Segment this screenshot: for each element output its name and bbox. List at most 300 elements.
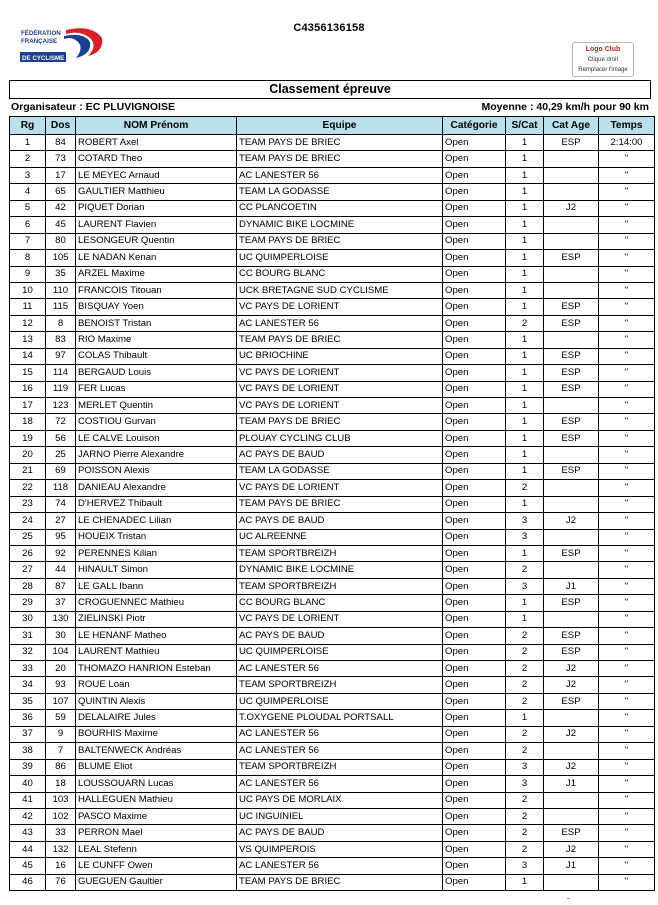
cell-equipe: AC LANESTER 56	[237, 661, 443, 677]
cell-scat: 1	[506, 398, 544, 414]
cell-nom: THOMAZO HANRION Esteban	[76, 661, 237, 677]
cell-catage: J1	[544, 578, 599, 594]
cell-temps: "	[599, 365, 655, 381]
cell-temps: "	[599, 381, 655, 397]
cell-scat: 3	[506, 513, 544, 529]
cell-equipe: AC LANESTER 56	[237, 167, 443, 183]
cell-nom: FRANCOIS Titouan	[76, 282, 237, 298]
cell-categorie: Open	[443, 693, 506, 709]
cell-temps: "	[599, 858, 655, 874]
cell-categorie: Open	[443, 743, 506, 759]
cell-dos: 69	[46, 463, 76, 479]
cell-nom: LESONGEUR Quentin	[76, 233, 237, 249]
cell-equipe: TEAM PAYS DE BRIEC	[237, 496, 443, 512]
table-row	[10, 365, 655, 381]
cell-equipe: VC PAYS DE LORIENT	[237, 611, 443, 627]
cell-dos: 30	[46, 628, 76, 644]
cell-categorie: Open	[443, 282, 506, 298]
cell-dos: 25	[46, 447, 76, 463]
cell-rg: 3	[10, 167, 46, 183]
cell-equipe: TEAM SPORTBREIZH	[237, 677, 443, 693]
cell-rg: 1	[10, 135, 46, 151]
cell-temps: "	[599, 611, 655, 627]
cell-categorie: Open	[443, 381, 506, 397]
cell-catage: ESP	[544, 825, 599, 841]
cell-categorie: Open	[443, 529, 506, 545]
cell-nom: LE HENANF Matheo	[76, 628, 237, 644]
cell-nom: LE NADAN Kenan	[76, 250, 237, 266]
cell-rg: 24	[10, 513, 46, 529]
cell-rg: 16	[10, 381, 46, 397]
cell-temps: "	[599, 644, 655, 660]
cell-nom: POISSON Alexis	[76, 463, 237, 479]
cell-rg: 30	[10, 611, 46, 627]
cell-equipe: CC BOURG BLANC	[237, 266, 443, 282]
cell-categorie: Open	[443, 710, 506, 726]
cell-rg: 40	[10, 776, 46, 792]
cell-rg: 35	[10, 693, 46, 709]
cell-categorie: Open	[443, 348, 506, 364]
cell-catage	[544, 233, 599, 249]
cell-nom: LE MEYEC Arnaud	[76, 167, 237, 183]
cell-catage: ESP	[544, 135, 599, 151]
cell-rg: 41	[10, 792, 46, 808]
table-row	[10, 266, 655, 282]
cell-temps: "	[599, 808, 655, 824]
cell-nom: GAULTIER Matthieu	[76, 184, 237, 200]
cell-rg: 34	[10, 677, 46, 693]
cell-dos: 7	[46, 743, 76, 759]
cell-categorie: Open	[443, 545, 506, 561]
cell-scat: 2	[506, 315, 544, 331]
cell-equipe: UCK BRETAGNE SUD CYCLISME	[237, 282, 443, 298]
cell-rg: 45	[10, 858, 46, 874]
cell-dos: 104	[46, 644, 76, 660]
cell-rg: 10	[10, 282, 46, 298]
cell-rg: 11	[10, 299, 46, 315]
cell-temps: "	[599, 759, 655, 775]
cell-catage	[544, 167, 599, 183]
cell-rg: 27	[10, 562, 46, 578]
cell-catage: J2	[544, 513, 599, 529]
cell-equipe: T.OXYGENE PLOUDAL PORTSALL	[237, 710, 443, 726]
cell-scat: 1	[506, 381, 544, 397]
cell-dos: 97	[46, 348, 76, 364]
cell-catage: ESP	[544, 250, 599, 266]
cell-equipe: VC PAYS DE LORIENT	[237, 480, 443, 496]
cell-equipe: UC QUIMPERLOISE	[237, 644, 443, 660]
table-row	[10, 217, 655, 233]
table-row	[10, 184, 655, 200]
cell-dos: 102	[46, 808, 76, 824]
cell-catage: ESP	[544, 595, 599, 611]
cell-scat: 2	[506, 743, 544, 759]
table-row	[10, 430, 655, 446]
cell-nom: D'HERVEZ Thibault	[76, 496, 237, 512]
cell-equipe: TEAM PAYS DE BRIEC	[237, 414, 443, 430]
cell-equipe: TEAM PAYS DE BRIEC	[237, 135, 443, 151]
table-row	[10, 513, 655, 529]
cell-equipe: AC LANESTER 56	[237, 776, 443, 792]
logo-club-hint2: Remplacer l'image	[578, 67, 628, 73]
cell-catage: ESP	[544, 545, 599, 561]
cell-equipe: UC PAYS DE MORLAIX	[237, 792, 443, 808]
cell-catage	[544, 480, 599, 496]
cell-dos: 83	[46, 332, 76, 348]
table-row	[10, 447, 655, 463]
cell-equipe: TEAM PAYS DE BRIEC	[237, 332, 443, 348]
table-row	[10, 578, 655, 594]
cell-rg: 36	[10, 710, 46, 726]
logo-club-placeholder[interactable]	[572, 42, 634, 77]
cell-dos: 8	[46, 315, 76, 331]
cell-scat: 2	[506, 841, 544, 857]
cell-dos: 95	[46, 529, 76, 545]
cell-catage: J2	[544, 726, 599, 742]
cell-rg: 6	[10, 217, 46, 233]
cell-rg: 4	[10, 184, 46, 200]
cell-equipe: DYNAMIC BIKE LOCMINE	[237, 562, 443, 578]
cell-categorie: Open	[443, 496, 506, 512]
cell-dos: 130	[46, 611, 76, 627]
cell-categorie: Open	[443, 661, 506, 677]
cell-nom: FER Lucas	[76, 381, 237, 397]
cell-catage	[544, 266, 599, 282]
cell-rg: 7	[10, 233, 46, 249]
cell-nom: LE CHENADEC Lilian	[76, 513, 237, 529]
cell-categorie: Open	[443, 315, 506, 331]
table-row	[10, 414, 655, 430]
cell-temps: "	[599, 628, 655, 644]
cell-temps: "	[599, 496, 655, 512]
col-header-temps: Temps	[599, 117, 655, 135]
logo-text-line2: FRANÇAISE	[21, 38, 58, 45]
cell-equipe: AC PAYS DE BAUD	[237, 628, 443, 644]
cell-catage	[544, 447, 599, 463]
table-row	[10, 858, 655, 874]
cell-catage: ESP	[544, 365, 599, 381]
cell-temps: "	[599, 167, 655, 183]
cell-nom: QUINTIN Alexis	[76, 693, 237, 709]
cell-temps: "	[599, 233, 655, 249]
cell-catage: J2	[544, 677, 599, 693]
cell-dos: 132	[46, 841, 76, 857]
cell-temps: "	[599, 710, 655, 726]
cell-equipe: DYNAMIC BIKE LOCMINE	[237, 217, 443, 233]
cell-catage: ESP	[544, 348, 599, 364]
cell-categorie: Open	[443, 299, 506, 315]
table-row	[10, 644, 655, 660]
cell-nom: PASCO Maxime	[76, 808, 237, 824]
cell-scat: 2	[506, 825, 544, 841]
cell-dos: 110	[46, 282, 76, 298]
cell-nom: LE GALL Ibann	[76, 578, 237, 594]
cell-scat: 3	[506, 578, 544, 594]
cell-rg: 5	[10, 200, 46, 216]
cell-scat: 1	[506, 414, 544, 430]
cell-dos: 105	[46, 250, 76, 266]
cell-nom: HINAULT Simon	[76, 562, 237, 578]
cell-dos: 59	[46, 710, 76, 726]
cell-nom: DELALAIRE Jules	[76, 710, 237, 726]
cell-temps: "	[599, 578, 655, 594]
cell-equipe: CC PLANCOETIN	[237, 200, 443, 216]
cell-rg: 28	[10, 578, 46, 594]
cell-catage: J2	[544, 200, 599, 216]
cell-scat: 3	[506, 776, 544, 792]
cell-temps: "	[599, 841, 655, 857]
cell-rg: 19	[10, 430, 46, 446]
table-row	[10, 381, 655, 397]
cell-catage	[544, 562, 599, 578]
cell-dos: 107	[46, 693, 76, 709]
cell-rg: 20	[10, 447, 46, 463]
cell-rg: 32	[10, 644, 46, 660]
organisateur-label: Organisateur : EC PLUVIGNOISE	[11, 101, 175, 113]
cell-categorie: Open	[443, 644, 506, 660]
cell-dos: 45	[46, 217, 76, 233]
cell-categorie: Open	[443, 200, 506, 216]
table-row	[10, 776, 655, 792]
cell-scat: 2	[506, 661, 544, 677]
table-row	[10, 480, 655, 496]
moyenne-label: Moyenne : 40,29 km/h pour 90 km	[481, 101, 649, 113]
table-row	[10, 398, 655, 414]
cell-scat: 1	[506, 250, 544, 266]
cell-categorie: Open	[443, 184, 506, 200]
cell-nom: HOUEIX Tristan	[76, 529, 237, 545]
cell-catage: ESP	[544, 644, 599, 660]
cell-categorie: Open	[443, 513, 506, 529]
cell-dos: 73	[46, 151, 76, 167]
cell-dos: 93	[46, 677, 76, 693]
cell-dos: 80	[46, 233, 76, 249]
table-row	[10, 710, 655, 726]
cell-scat: 1	[506, 348, 544, 364]
cell-temps: "	[599, 792, 655, 808]
table-row	[10, 135, 655, 151]
cell-catage	[544, 710, 599, 726]
cell-scat: 1	[506, 266, 544, 282]
cell-rg: 18	[10, 414, 46, 430]
cell-nom: LE CUNFF Owen	[76, 858, 237, 874]
cell-equipe: AC LANESTER 56	[237, 858, 443, 874]
cell-nom: DANIEAU Alexandre	[76, 480, 237, 496]
col-header-nom: NOM Prénom	[76, 117, 237, 135]
cell-categorie: Open	[443, 447, 506, 463]
cell-categorie: Open	[443, 250, 506, 266]
cell-rg: 42	[10, 808, 46, 824]
cell-temps: "	[599, 332, 655, 348]
cell-rg: 8	[10, 250, 46, 266]
cell-temps: "	[599, 874, 655, 890]
cell-nom: JARNO Pierre Alexandre	[76, 447, 237, 463]
cell-rg: 23	[10, 496, 46, 512]
table-row	[10, 693, 655, 709]
table-row	[10, 792, 655, 808]
cell-nom: ROUE Loan	[76, 677, 237, 693]
table-row	[10, 529, 655, 545]
cell-rg: 15	[10, 365, 46, 381]
cell-scat: 1	[506, 595, 544, 611]
cell-equipe: TEAM PAYS DE BRIEC	[237, 233, 443, 249]
cell-rg: 38	[10, 743, 46, 759]
cell-dos: 92	[46, 545, 76, 561]
cell-nom: HALLEGUEN Mathieu	[76, 792, 237, 808]
table-row	[10, 151, 655, 167]
table-row	[10, 496, 655, 512]
table-header-row	[10, 117, 655, 135]
cell-temps: "	[599, 595, 655, 611]
cell-rg: 26	[10, 545, 46, 561]
cell-dos: 17	[46, 167, 76, 183]
cell-scat: 1	[506, 710, 544, 726]
cell-temps: "	[599, 217, 655, 233]
cell-nom: MERLET Quentin	[76, 398, 237, 414]
cell-rg: 29	[10, 595, 46, 611]
cell-nom: LAURENT Flavien	[76, 217, 237, 233]
cell-scat: 1	[506, 233, 544, 249]
cell-dos: 123	[46, 398, 76, 414]
cell-equipe: VC PAYS DE LORIENT	[237, 365, 443, 381]
cell-rg: 46	[10, 874, 46, 890]
cell-categorie: Open	[443, 562, 506, 578]
table-row	[10, 299, 655, 315]
cell-catage: ESP	[544, 693, 599, 709]
cell-dos: 119	[46, 381, 76, 397]
cell-categorie: Open	[443, 874, 506, 890]
cell-scat: 1	[506, 496, 544, 512]
table-row	[10, 661, 655, 677]
cell-catage: ESP	[544, 430, 599, 446]
cell-categorie: Open	[443, 266, 506, 282]
cell-temps: "	[599, 398, 655, 414]
cell-equipe: UC INGUINIEL	[237, 808, 443, 824]
cell-rg: 31	[10, 628, 46, 644]
table-row	[10, 808, 655, 824]
cell-dos: 20	[46, 661, 76, 677]
cell-temps: "	[599, 677, 655, 693]
cell-scat: 2	[506, 693, 544, 709]
cell-nom: GUEGUEN Gaultier	[76, 874, 237, 890]
cell-rg: 44	[10, 841, 46, 857]
results-body	[10, 135, 655, 891]
logo-text-line1: FÉDÉRATION	[21, 30, 61, 37]
page-title: Classement épreuve	[9, 80, 651, 99]
cell-nom: PERENNES Kilian	[76, 545, 237, 561]
ffc-logo	[20, 26, 106, 64]
cell-dos: 42	[46, 200, 76, 216]
cell-scat: 1	[506, 282, 544, 298]
cell-catage: ESP	[544, 315, 599, 331]
cell-nom: PIQUET Dorian	[76, 200, 237, 216]
cell-dos: 9	[46, 726, 76, 742]
cell-scat: 1	[506, 447, 544, 463]
cell-categorie: Open	[443, 365, 506, 381]
cell-temps: "	[599, 414, 655, 430]
table-row	[10, 726, 655, 742]
cell-nom: COLAS Thibault	[76, 348, 237, 364]
cell-nom: CROGUENNEC Mathieu	[76, 595, 237, 611]
cell-temps: "	[599, 693, 655, 709]
cell-scat: 1	[506, 167, 544, 183]
cell-equipe: VS QUIMPEROIS	[237, 841, 443, 857]
cell-temps: "	[599, 315, 655, 331]
cell-dos: 18	[46, 776, 76, 792]
cell-nom: BERGAUD Louis	[76, 365, 237, 381]
col-header-dos: Dos	[46, 117, 76, 135]
table-row	[10, 874, 655, 890]
cell-dos: 118	[46, 480, 76, 496]
cell-nom: ZIELINSKI Piotr	[76, 611, 237, 627]
footer-mark	[567, 898, 570, 899]
cell-scat: 1	[506, 217, 544, 233]
cell-equipe: AC PAYS DE BAUD	[237, 447, 443, 463]
table-row	[10, 250, 655, 266]
cell-dos: 87	[46, 578, 76, 594]
cell-nom: RIO Maxime	[76, 332, 237, 348]
cell-catage	[544, 743, 599, 759]
cell-rg: 2	[10, 151, 46, 167]
cell-equipe: UC BRIOCHINE	[237, 348, 443, 364]
cell-temps: "	[599, 430, 655, 446]
cell-equipe: VC PAYS DE LORIENT	[237, 381, 443, 397]
cell-dos: 37	[46, 595, 76, 611]
cell-catage	[544, 808, 599, 824]
cell-scat: 2	[506, 677, 544, 693]
table-row	[10, 677, 655, 693]
cell-catage: ESP	[544, 299, 599, 315]
col-header-equipe: Equipe	[237, 117, 443, 135]
cell-rg: 22	[10, 480, 46, 496]
cell-nom: LOUSSOUARN Lucas	[76, 776, 237, 792]
cell-catage: J2	[544, 841, 599, 857]
results-table	[9, 116, 655, 891]
cell-equipe: CC BOURG BLANC	[237, 595, 443, 611]
cell-dos: 84	[46, 135, 76, 151]
col-header-categorie: Catégorie	[443, 117, 506, 135]
cell-categorie: Open	[443, 611, 506, 627]
cell-categorie: Open	[443, 726, 506, 742]
cell-temps: "	[599, 562, 655, 578]
cell-equipe: AC LANESTER 56	[237, 726, 443, 742]
cell-equipe: UC QUIMPERLOISE	[237, 250, 443, 266]
table-row	[10, 233, 655, 249]
ffc-logo-graphic	[20, 26, 106, 64]
cell-catage	[544, 151, 599, 167]
cell-categorie: Open	[443, 578, 506, 594]
cell-catage	[544, 217, 599, 233]
cell-nom: ARZEL Maxime	[76, 266, 237, 282]
cell-temps: "	[599, 776, 655, 792]
cell-equipe: TEAM LA GODASSE	[237, 184, 443, 200]
col-header-scat: S/Cat	[506, 117, 544, 135]
cell-scat: 1	[506, 299, 544, 315]
cell-categorie: Open	[443, 167, 506, 183]
table-row	[10, 315, 655, 331]
cell-scat: 2	[506, 628, 544, 644]
cell-categorie: Open	[443, 677, 506, 693]
cell-equipe: TEAM PAYS DE BRIEC	[237, 874, 443, 890]
cell-catage	[544, 184, 599, 200]
table-row	[10, 825, 655, 841]
cell-temps: "	[599, 513, 655, 529]
cell-temps: "	[599, 250, 655, 266]
cell-catage: ESP	[544, 628, 599, 644]
cell-dos: 72	[46, 414, 76, 430]
table-row	[10, 348, 655, 364]
cell-scat: 2	[506, 562, 544, 578]
